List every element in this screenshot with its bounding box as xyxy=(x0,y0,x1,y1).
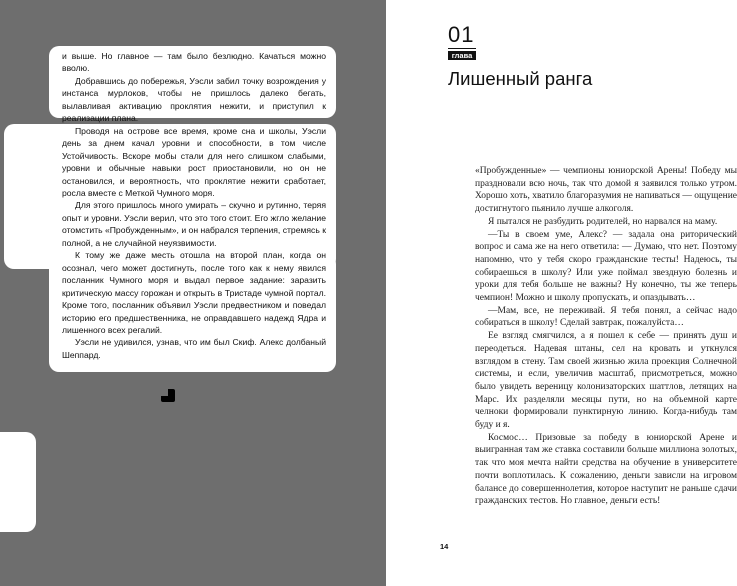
chapter-rule xyxy=(448,48,476,49)
paragraph: Для этого пришлось много умирать – скучно и рутинно, теряя опыт и уровни. Уэсли верил, что это того стоит. Его жгло желание отомстить «Пробужденным», и он набрался терпения, стремясь к полной, а не случайной неуязвимости. xyxy=(62,200,326,248)
chapter-label: глава xyxy=(448,51,476,60)
paragraph: Космос… Призовые за победу в юниорской Арене и выигранная там же ставка составили больше миллиона золотых, так что моя мечта найти средства на обучение в университете почти воплотилась. К сожалению, деньги зависли на игровом балансе до совершеннолетия, которое наступит не раньше сдачи гражданских тестов. Но главное, деньги есть! xyxy=(475,432,737,507)
paragraph: Уэсли не удивился, узнав, что им был Скиф. Алекс долбаный Шеппард. xyxy=(62,337,326,360)
paragraph: и выше. Но главное — там было безлюдно. Качаться можно вволю. xyxy=(62,51,326,74)
paragraph: —Ты в своем уме, Алекс? — задала она риторический вопрос и сама же на него ответила: — Думаю, что нет. Поэтому напомню, что у тебя скоро гражданские тесты! Надеюсь, ты собираешься в школу? Или уже поймал звездную болезнь и уроки для тебя больше не важны? Ну конечно, ты же теперь чемпион! Можно и школу пропускать, и опаздывать… xyxy=(475,229,737,304)
paragraph: Добравшись до побережья, Уэсли забил точку возрождения у инстанса мурлоков, чтобы не пришлось далеко бегать, вылавливая активацию проклятия нежити, и приступил к реализации плана. xyxy=(62,75,326,124)
paragraph: Проводя на острове все время, кроме сна и школы, Уэсли день за днем качал уровни и способности, в том числе Устойчивость. Вскоре мобы стали для него слишком слабыми, уровни и обычные навыки рост приостановили, но он не остановился, и вероятность, что проклятие нежити сработает, росла вместе с Меткой Чумного моря. xyxy=(62,125,326,198)
paragraph: Ее взгляд смягчился, а я пошел к себе — принять душ и переодеться. Надевая штаны, сел на кровать и уткнулся взглядом в стену. Там своей жизнью жила проекция Солнечной системы, и если, увеличив масштаб, присмотреться, можно было увидеть вереницу колонизаторских шаттлов, летящих на Марс. Их разделяли месяцы пути, но на объемной карте челноки формировали пунктирную линию. Когда-нибудь там буду и я. xyxy=(475,331,737,431)
paragraph: К тому же даже месть отошла на второй план, когда он осознал, чего может достигнуть, после того как к нему явился посланник Чумного моря и выдал первое задание: заразить критическую массу горожан и открыть в Тристаде чумной портал. Кроме того, посланник объявил Уэсли предвестником и поведал историю его предшественника, не оправдавшего надежд Ядра и лишенного всех регалий. xyxy=(62,250,326,335)
left-page-text xyxy=(62,50,326,361)
end-of-text-mark-icon xyxy=(161,389,175,402)
paragraph: —Мам, все, не переживай. Я тебя понял, а сейчас надо собираться в школу! Сделай завтрак, пожалуйста… xyxy=(475,305,737,329)
paragraph: «Пробужденные» — чемпионы юниорской Арены! Победу мы праздновали всю ночь, так что домой я заявился только утром. Хорошо хоть, хватило благоразумия не напиваться — ощущение достигнутого пьянило лучше алкоголя. xyxy=(475,166,737,215)
chapter-number: 01 xyxy=(448,22,475,47)
chapter-title: Лишенный ранга xyxy=(448,68,593,89)
right-page-text xyxy=(475,165,737,508)
page-number: 14 xyxy=(440,542,449,551)
page-edge-block xyxy=(0,432,36,532)
paragraph: Я пытался не разбудить родителей, но нарвался на маму. xyxy=(488,216,718,227)
